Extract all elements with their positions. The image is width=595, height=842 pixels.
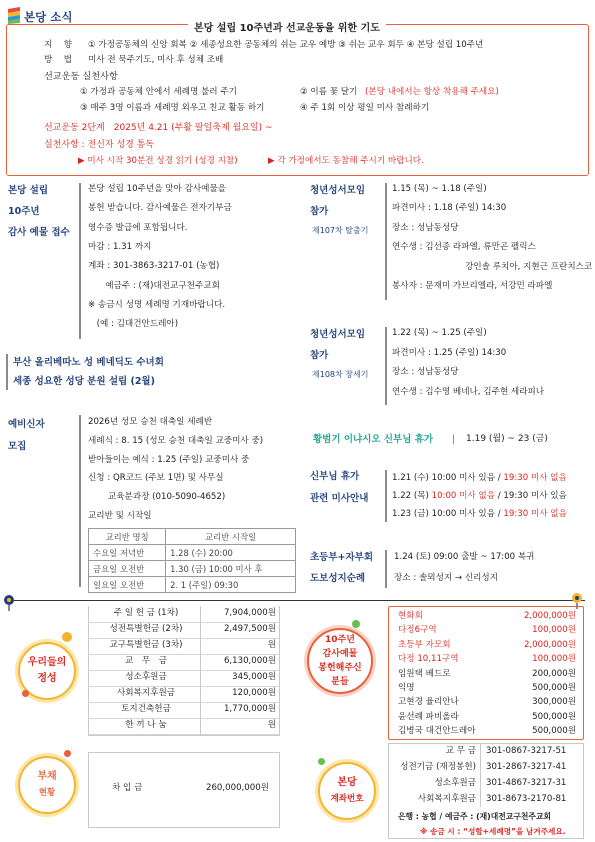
- offering-label-2: 정성: [37, 673, 57, 684]
- offering-amount: 원: [267, 640, 276, 650]
- youth2-label-2: 참가: [310, 350, 329, 361]
- account-number: 301-4867-3217-31: [486, 778, 567, 788]
- table-cell: 2. 1 (주일) 09:30: [166, 577, 296, 593]
- decor-dot: [318, 758, 325, 765]
- header-logo-icon: [6, 6, 22, 24]
- youth1-line: 봉사자 : 문재미 가브리엘라, 서강민 라파엘: [392, 281, 553, 291]
- gift-label-3: 감사 예물 접수: [8, 227, 70, 238]
- donor-name: 고현경 율리안나: [398, 697, 459, 708]
- offering-item: 교 무 금: [124, 656, 168, 666]
- pin-left-icon: [2, 594, 16, 612]
- vacation-sep: |: [452, 434, 456, 445]
- debt-amount: 260,000,000원: [206, 783, 269, 793]
- offering-item: 성소후원금: [125, 672, 167, 682]
- donors-badge: [307, 628, 373, 694]
- youth1-line: 연수생 : 김선종 라파엘, 류만곤 펠릭스: [392, 242, 536, 253]
- accounts-note: ※ 송금 시 : “성함+세례명”을 남겨주세요.: [420, 827, 566, 836]
- donor-amount: 100,000원: [532, 625, 576, 636]
- catechumen-label-1: 예비신자: [8, 419, 45, 430]
- mass-row-1: 1.21 (수) 10:00 미사 있음 / 19:30 미사 없음: [392, 473, 567, 483]
- donor-amount: 2,000,000원: [523, 639, 576, 650]
- catechumen-line: 신청 : QR코드 (주보 1면) 및 사무실: [88, 473, 224, 484]
- youth1-line: 강인솔 루치아, 지현근 프란치스코: [428, 261, 593, 272]
- account-label: 성소후원금: [434, 778, 476, 788]
- offering-item: 사회복지후원금: [116, 688, 176, 698]
- catechumen-label-2: 모집: [8, 441, 27, 452]
- mission-arrow-1: ▶ 미사 시작 30분전 성경 읽기 (성경 지참): [78, 156, 238, 166]
- table-cell: 1.30 (금) 10:00 미사 후: [166, 561, 296, 577]
- donor-name: 김병국 대건안드레아: [398, 726, 476, 737]
- busan-line-2: 세종 성요한 성당 분원 설립 (2월): [13, 376, 155, 387]
- mass-row-3: 1.23 (금) 10:00 미사 있음 / 19:30 미사 없음: [392, 509, 567, 519]
- youth1-divider: [385, 183, 387, 300]
- youth2-line: 연수생 : 김수영 베네나, 김주현 세라피나: [392, 386, 545, 397]
- mass-row-2: 1.22 (목) 10:00 미사 없음 / 19:30 미사 있음: [392, 491, 567, 501]
- table-cell: 1.28 (수) 20:00: [166, 545, 296, 561]
- catechumen-line: 교육분과장 (010-5090-4652): [88, 492, 226, 503]
- gift-divider: [79, 183, 81, 339]
- youth2-line: 장소 : 성남동성당: [392, 367, 459, 377]
- donors-label-4: 분들: [331, 677, 349, 687]
- youth1-line: 장소 : 성남동성당: [392, 222, 459, 233]
- page-title: 본당 소식: [24, 10, 73, 24]
- pilgrim-label-1: 초등부+자부회: [310, 552, 374, 563]
- busan-line-1: 부산 올리베따노 성 베네딕도 수녀회: [13, 357, 164, 368]
- youth2-line: 1.22 (목) ~ 1.25 (주일): [392, 328, 487, 338]
- gift-line: (예 : 김대건안드레아): [88, 319, 179, 330]
- youth2-divider: [385, 327, 387, 405]
- account-number: 301-0867-3217-51: [486, 746, 567, 756]
- account-number: 301-2867-3217-41: [486, 762, 567, 772]
- mass-divider: [385, 470, 387, 522]
- mission-stage: 선교운동 2단계 2025년 4.21 (부활 팔일축제 월요일) ~: [44, 123, 273, 133]
- mission-action: 실천사항 : 전신자 성경 통독: [44, 140, 155, 150]
- mass-label-1: 신부님 휴가: [310, 471, 360, 482]
- donor-name: 현화회: [398, 611, 423, 621]
- busan-divider: [6, 354, 8, 390]
- practice-4: ④ 주 1회 이상 평일 미사 참례하기: [300, 103, 430, 113]
- gift-line: 예금주 : (재)대전교구천주교회: [88, 280, 220, 291]
- decor-dot: [62, 632, 72, 642]
- donor-name: 다정6구역: [398, 625, 437, 636]
- offering-row-rule: [88, 734, 280, 735]
- account-label: 사회복지후원금: [417, 794, 476, 804]
- offering-item: 성전특별헌금 (2차): [109, 624, 183, 634]
- table-row: [89, 577, 296, 593]
- donor-name: 다정 10,11구역: [398, 654, 459, 665]
- donor-amount: 2,000,000원: [523, 611, 576, 621]
- decor-dot: [64, 750, 71, 757]
- donor-amount: 500,000원: [532, 711, 576, 722]
- pilgrim-line-1: 1.24 (토) 09:00 출발 ~ 17:00 복귀: [394, 552, 535, 562]
- gift-line: 마감 : 1.31 까지: [88, 241, 152, 252]
- donor-amount: 100,000원: [532, 654, 576, 665]
- donor-name: 임원택 베드로: [398, 668, 451, 679]
- accounts-label-2: 계좌번호: [330, 794, 364, 804]
- practice-title: 선교운동 실천사항: [44, 71, 118, 82]
- offering-item: 교구특별헌금 (3차): [109, 640, 183, 650]
- donor-name: 윤선례 파비올라: [398, 711, 459, 722]
- table-header: 교리반 명칭: [89, 529, 166, 545]
- youth1-label-2: 참가: [310, 206, 329, 217]
- method-label: 방 법: [44, 55, 72, 65]
- youth1-label-1: 청년성서모임: [310, 185, 366, 196]
- catechism-table: [88, 528, 296, 593]
- donor-name: 익명: [398, 683, 415, 693]
- donor-amount: 300,000원: [532, 697, 576, 708]
- section-rule: [8, 600, 585, 601]
- vacation-title: 황범기 이냐시오 신부님 휴가: [313, 434, 434, 445]
- account-number: 301-8673-2170-81: [486, 794, 567, 804]
- youth1-sub: 제107차 탈출기: [312, 226, 369, 235]
- pilgrim-line-2: 장소 : 솔뫼성지 → 신리성지: [394, 573, 499, 583]
- accounts-col-divider: [480, 743, 481, 807]
- offering-amount: 345,000원: [232, 672, 276, 682]
- accounts-label-1: 본당: [337, 777, 357, 788]
- table-cell: 일요일 오전반: [89, 577, 166, 593]
- decor-dot: [22, 690, 29, 697]
- offering-amount: 120,000원: [232, 688, 276, 698]
- table-row: [89, 545, 296, 561]
- practice-1: ① 가정과 공동체 안에서 세례명 불러 주기: [80, 87, 237, 97]
- youth1-line: 파견미사 : 1.18 (주일) 14:30: [392, 203, 507, 214]
- accounts-bank: 은행 : 농협 / 예금주 : (재)대전교구천주교회: [398, 812, 552, 821]
- account-label: 성전기금 (재정봉헌): [400, 762, 476, 772]
- pilgrim-divider: [385, 550, 387, 588]
- catechumen-line: 받아들이는 예식 : 1.25 (주일) 교중미사 중: [88, 454, 250, 465]
- gift-label-2: 10주년: [8, 206, 40, 217]
- intent-label: 지 향: [44, 40, 72, 50]
- donor-name: 초등부 자모회: [398, 639, 451, 650]
- offering-item: 주 일 헌 금 (1차): [113, 608, 179, 618]
- mass-label-2: 관련 미사안내: [310, 493, 369, 504]
- gift-line: 본당 설립 10주년을 맞아 감사예물을: [88, 184, 227, 194]
- gift-line: 영수증 발급에 포함됩니다.: [88, 222, 188, 233]
- table-cell: 수요일 저녁반: [89, 545, 166, 561]
- offering-amount: 7,904,000원: [223, 608, 276, 618]
- youth2-label-1: 청년성서모임: [310, 329, 366, 340]
- method-text: 미사 전 묵주기도, 미사 후 성체 조배: [88, 55, 224, 65]
- donors-label-1: 10주년: [325, 635, 355, 645]
- account-label: 교 무 금: [445, 746, 476, 756]
- practice-3: ③ 매주 3명 이름과 세례명 외우고 친교 활동 하기: [80, 103, 265, 113]
- donors-label-3: 봉헌해주신: [318, 663, 362, 673]
- catechumen-line: 교리반 및 시작일: [88, 511, 152, 521]
- youth2-sub: 제108차 창세기: [312, 370, 369, 379]
- mission-arrow-2: ▶ 각 가정에서도 동참해 주시기 바랍니다.: [268, 156, 424, 166]
- vacation-dates: 1.19 (월) ~ 23 (금): [466, 434, 548, 444]
- youth1-line: 1.15 (목) ~ 1.18 (주일): [392, 184, 487, 194]
- offering-label-1: 우리들의: [27, 657, 67, 668]
- table-header: 교리반 시작일: [166, 529, 296, 545]
- offering-amount: 2,497,500원: [223, 624, 276, 634]
- table-cell: 금요일 오전반: [89, 561, 166, 577]
- offering-amount: 1,770,000원: [223, 704, 276, 714]
- donors-label-2: 감사예물: [322, 649, 358, 659]
- gift-label-1: 본당 설립: [8, 185, 49, 196]
- gift-line: ※ 송금시 성명 세례명 기재바랍니다.: [88, 299, 226, 310]
- gift-line: 봉헌 받습니다. 감사예물은 전자기부금: [88, 203, 232, 214]
- intent-text: ① 가정공동체의 신앙 회복 ② 세종성요한 공동체의 쉬는 교우 예방 ③ 쉬는 교우 회두 ④ 본당 설립 10주년: [88, 40, 484, 50]
- catechumen-divider: [79, 415, 81, 587]
- debt-label-1: 부채: [37, 771, 57, 782]
- donor-amount: 500,000원: [532, 683, 576, 693]
- offering-amount: 원: [267, 720, 276, 730]
- table-row: [89, 561, 296, 577]
- practice-2-note: (본당 내에서는 항상 착용해 주세요): [365, 87, 499, 97]
- decor-dot: [352, 620, 360, 628]
- prayer-box-title: 본당 설립 10주년과 선교운동을 위한 기도: [188, 19, 386, 34]
- donor-amount: 500,000원: [532, 726, 576, 737]
- offering-item: 토지건축헌금: [121, 704, 171, 714]
- catechumen-line: 세례식 : 8. 15 (성모 승천 대축일 교중미사 중): [88, 435, 264, 446]
- debt-label-2: 현황: [38, 788, 56, 798]
- accounts-badge: [318, 762, 376, 820]
- youth2-line: 파견미사 : 1.25 (주일) 14:30: [392, 347, 507, 358]
- offering-col-divider: [200, 606, 201, 736]
- pilgrim-label-2: 도보성지순례: [310, 573, 366, 584]
- catechumen-line: 2026년 성모 승천 대축일 세례반: [88, 417, 213, 427]
- offering-amount: 6,130,000원: [223, 656, 276, 666]
- practice-2: ② 이름 꽃 달기: [300, 87, 358, 97]
- gift-line: 계좌 : 301-3863-3217-01 (농협): [88, 261, 220, 272]
- debt-item: 차 입 금: [112, 783, 143, 793]
- donor-amount: 200,000원: [532, 668, 576, 679]
- debt-badge: [18, 756, 76, 814]
- offering-item: 한 끼 나 눔: [125, 720, 167, 730]
